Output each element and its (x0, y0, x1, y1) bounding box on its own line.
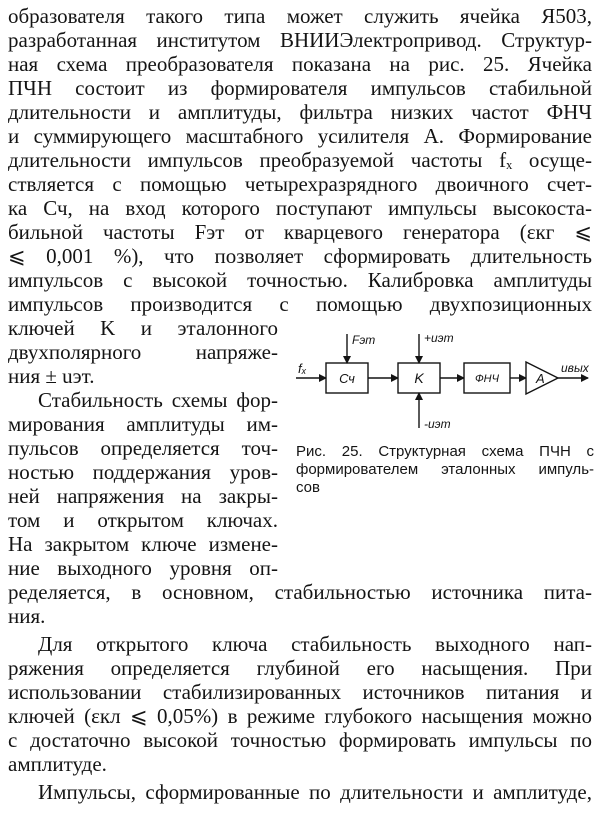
text-line: На закрытом ключе измене- (8, 532, 278, 556)
output-label: uвых (561, 361, 589, 375)
text-line: том и открытом ключах. (8, 508, 278, 532)
block-diagram-svg (288, 330, 592, 440)
positive-reference-label: +uэт (424, 331, 454, 345)
text-line: ка Сч, на вход которого поступают импульсы высокоста- (8, 196, 592, 220)
caption-line: формирователем эталонных импуль- (296, 461, 594, 478)
text-line: использовании стабилизированных источников питания и (8, 680, 592, 704)
text-line: Импульсы, сформированные по длительности и амплитуде, (38, 780, 592, 804)
counter-label: Сч (339, 371, 355, 386)
text-line: и суммирующего масштабного усилителя A. Формирование (8, 124, 592, 148)
text-line: импульсов с высокой точностью. Калибровка амплитуды (8, 268, 592, 292)
text-line: Для открытого ключа стабильность выходного нап- (38, 632, 592, 656)
caption-line: Рис. 25. Структурная схема ПЧН с (296, 443, 594, 460)
negative-reference-label: -uэт (424, 417, 451, 431)
text-line: мирования амплитуды им- (8, 412, 278, 436)
text-line: ределяется, в основном, стабильностью источника пита- (8, 580, 592, 604)
text-line: длительности импульсов преобразуемой частоты fₓ осуще- (8, 148, 592, 172)
text-line: ней напряжения на закры- (8, 484, 278, 508)
text-line: образователя такого типа может служить ячейка Я503, (8, 4, 592, 28)
text-line: ная схема преобразователя показана на рис. 25. Ячейка (8, 52, 592, 76)
text-line: пульсов определяется точ- (8, 436, 278, 460)
input-label: fₓ (298, 361, 307, 376)
text-line: ключей (εкл ⩽ 0,05%) в режиме глубокого насыщения можно (8, 704, 592, 728)
text-line: импульсов производится с помощью двухпозиционных (8, 292, 592, 316)
text-line: ния. (8, 604, 46, 628)
text-line: ряжения определяется глубиной его насыщения. При (8, 656, 592, 680)
reference-frequency-label: Fэт (352, 333, 376, 347)
text-line: ⩽ 0,001 %), что позволяет сформировать длительность (8, 244, 592, 268)
text-line: разработанная институтом ВНИИЭлектропривод. Структур- (8, 28, 592, 52)
text-line: ние выходного уровня оп- (8, 556, 278, 580)
text-line: бильной частоты Fэт от кварцевого генератора (εкг ⩽ (8, 220, 592, 244)
text-line: амплитуде. (8, 752, 107, 776)
figure-caption (296, 443, 594, 497)
filter-label: ФНЧ (474, 373, 500, 385)
text-line: ПЧН состоит из формирователя импульсов стабильной (8, 76, 592, 100)
text-line: ключей K и эталонного (8, 316, 278, 340)
text-line: двухполярного напряже- (8, 340, 278, 364)
text-line: Стабильность схемы фор- (38, 388, 278, 412)
text-line: с достаточно высокой точностью формировать импульсы по (8, 728, 592, 752)
text-line: ния ± uэт. (8, 364, 95, 388)
caption-line: сов (296, 479, 320, 496)
text-line: ствляется с помощью четырехразрядного двоичного счет- (8, 172, 592, 196)
key-label: K (414, 370, 424, 386)
text-line: ностью поддержания уров- (8, 460, 278, 484)
text-line: длительности и амплитуды, фильтра низких частот ФНЧ (8, 100, 592, 124)
amplifier-label: A (536, 371, 545, 386)
